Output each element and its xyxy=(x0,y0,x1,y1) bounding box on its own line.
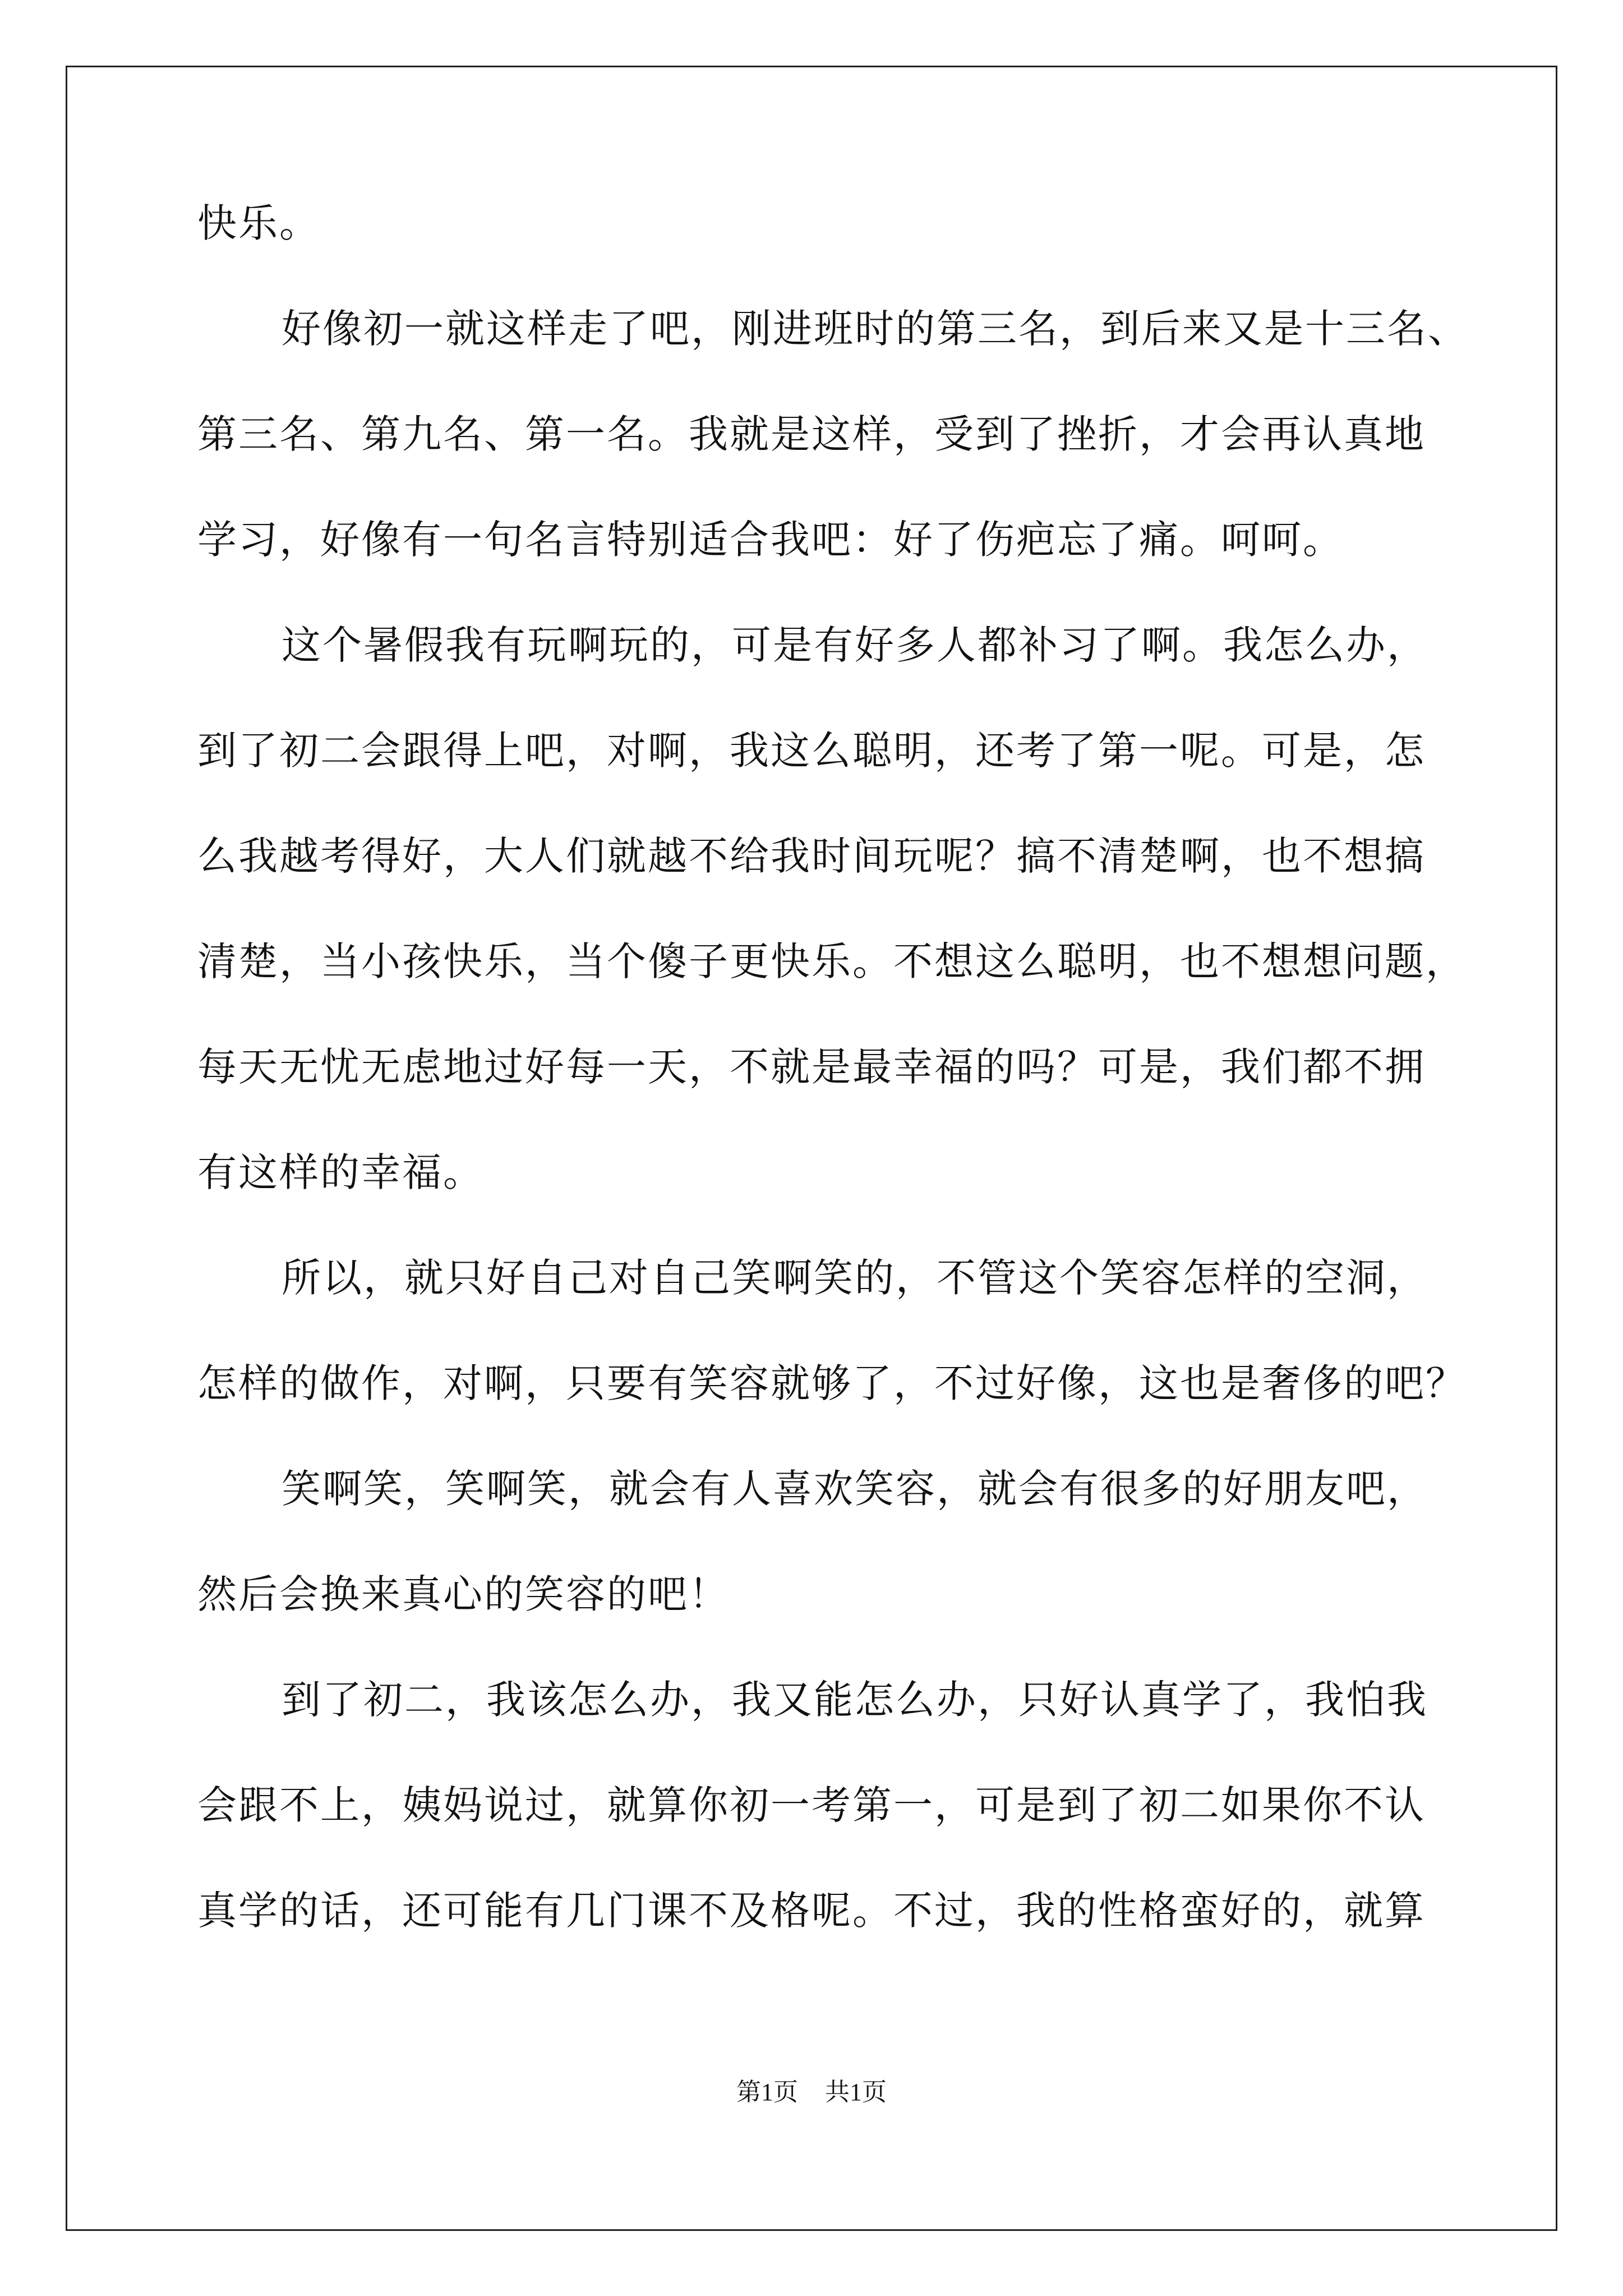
text-line: 学习，好像有一句名言特别适合我吧：好了伤疤忘了痛。呵呵。 xyxy=(197,517,1344,563)
page-total: 共1页 xyxy=(825,2078,887,2106)
page-number: 第1页 xyxy=(736,2078,798,2106)
text-line: 到了初二会跟得上吧，对啊，我这么聪明，还考了第一呢。可是，怎 xyxy=(197,728,1426,774)
document-body xyxy=(197,196,1469,1989)
text-line: 么我越考得好，大人们就越不给我时间玩呢？搞不清楚啊，也不想搞 xyxy=(197,833,1426,879)
text-line: 每天无忧无虑地过好每一天，不就是最幸福的吗？可是，我们都不拥 xyxy=(197,1044,1426,1090)
text-line: 到了初二，我该怎么办，我又能怎么办，只好认真学了，我怕我 xyxy=(282,1677,1428,1723)
text-line: 好像初一就这样走了吧，刚进班时的第三名，到后来又是十三名、 xyxy=(282,306,1469,352)
text-line: 会跟不上，姨妈说过，就算你初一考第一，可是到了初二如果你不认 xyxy=(197,1782,1426,1828)
text-line: 怎样的做作，对啊，只要有笑容就够了，不过好像，这也是奢侈的吧？ xyxy=(197,1360,1467,1406)
page-footer xyxy=(0,2076,1623,2109)
text-line: 笑啊笑，笑啊笑，就会有人喜欢笑容，就会有很多的好朋友吧， xyxy=(282,1466,1428,1512)
text-line: 所以，就只好自己对自己笑啊笑的，不管这个笑容怎样的空洞， xyxy=(282,1255,1428,1301)
text-line: 有这样的幸福。 xyxy=(197,1149,484,1195)
text-line: 第三名、第九名、第一名。我就是这样，受到了挫折，才会再认真地 xyxy=(197,411,1426,457)
text-line: 清楚，当小孩快乐，当个傻子更快乐。不想这么聪明，也不想想问题， xyxy=(197,938,1467,984)
text-line: 真学的话，还可能有几门课不及格呢。不过，我的性格蛮好的，就算 xyxy=(197,1888,1426,1934)
text-line: 然后会换来真心的笑容的吧！ xyxy=(197,1571,730,1617)
text-line: 快乐。 xyxy=(197,200,320,246)
text-line: 这个暑假我有玩啊玩的，可是有好多人都补习了啊。我怎么办， xyxy=(282,622,1428,668)
